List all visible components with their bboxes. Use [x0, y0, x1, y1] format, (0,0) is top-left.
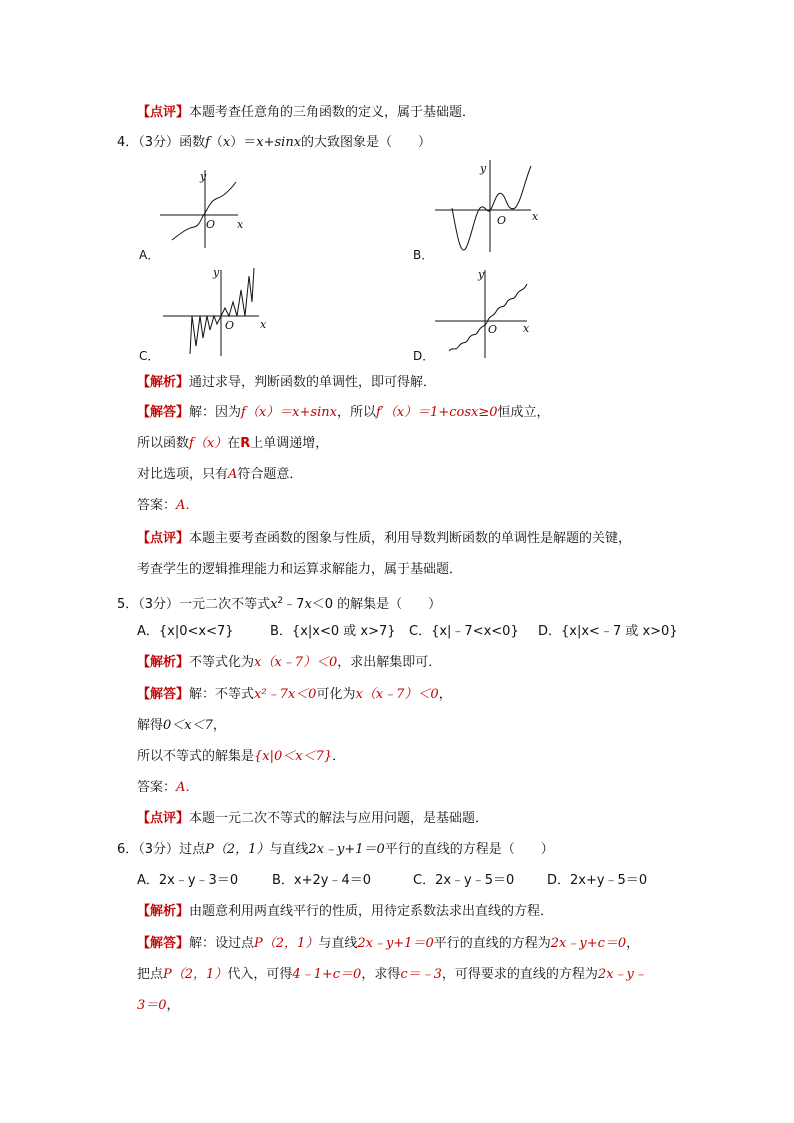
graph-a — [160, 170, 250, 250]
option-d-label: D． — [413, 349, 435, 363]
graph-a-x-label: x — [237, 218, 244, 231]
q6-analysis: 【解析】由题意利用两直线平行的性质，用待定系数法求出直线的方程． — [137, 904, 554, 919]
q5-review: 【点评】本题一元二次不等式的解法与应用问题，是基础题． — [137, 811, 489, 826]
q5-answer: 答案：A． — [137, 780, 199, 795]
q6-option-d: D．2x+y﹣5＝0 — [547, 873, 648, 888]
graph-b-x-label: x — [532, 210, 539, 223]
graph-c — [163, 264, 273, 359]
graph-b-y-label: y — [480, 162, 487, 175]
q4-answer: 答案：A． — [137, 498, 199, 513]
q5-analysis: 【解析】不等式化为x（x﹣7）＜0，求出解集即可． — [137, 655, 442, 670]
graph-a-y-label: y — [200, 170, 207, 183]
graph-d-origin-label: O — [488, 323, 498, 336]
graph-c-origin-label: O — [225, 319, 235, 332]
option-a-label: A． — [139, 248, 160, 262]
q5-option-c: C．{x|﹣7<x<0} — [409, 624, 519, 639]
q4-review-line1: 【点评】本题主要考查函数的图象与性质，利用导数判断函数的单调性是解题的关键， — [137, 531, 632, 546]
q4-review-line2: 考查学生的逻辑推理能力和运算求解能力，属于基础题． — [137, 562, 463, 577]
q6-solution-line2: 把点P（2，1）代入，可得4﹣1+c＝0，求得c＝﹣3，可得要求的直线的方程为2x﹣y﹣ — [137, 967, 647, 982]
q5-option-b: B．{x|x<0 或 x>7} — [270, 624, 396, 639]
q5-option-a: A．{x|0<x<7} — [137, 624, 234, 639]
q6-option-a: A．2x﹣y﹣3＝0 — [137, 873, 239, 888]
q5-option-d: D．{x|x<﹣7 或 x>0} — [538, 624, 678, 639]
question-4-stem: 4．（3分）函数f（x）＝x+sinx的大致图象是（ ） — [117, 135, 432, 150]
option-c-label: C． — [139, 349, 160, 363]
graph-a-origin-label: O — [206, 218, 216, 231]
q5-solution-line2: 解得0＜x＜7， — [137, 718, 226, 733]
option-b-label: B． — [413, 248, 434, 262]
question-5-stem: 5．（3分）一元二次不等式$x^2﹣7x<0$ 的解集是（ ） — [117, 596, 442, 612]
graph-d-x-label: x — [523, 322, 530, 335]
q6-option-c: C．2x﹣y﹣5＝0 — [413, 873, 515, 888]
q6-solution-line1: 【解答】解：设过点P（2，1）与直线2x﹣y+1＝0平行的直线的方程为2x﹣y+c＝0， — [137, 936, 640, 951]
question-6-stem: 6．（3分）过点P（2，1）与直线2x﹣y+1＝0平行的直线的方程是（ ） — [117, 842, 554, 857]
graph-a-curve — [172, 182, 236, 240]
q5-solution-line3: 所以不等式的解集是{x|0＜x＜7}． — [137, 749, 346, 764]
review-q3: 【点评】本题考查任意角的三角函数的定义，属于基础题． — [137, 105, 476, 120]
graph-d — [435, 266, 545, 361]
q4-solution-line2: 所以函数f（x）在R上单调递增， — [137, 436, 329, 451]
graph-c-y-label: y — [213, 266, 220, 279]
graph-b-curve — [452, 166, 531, 250]
q6-solution-line3: 3＝0， — [137, 998, 180, 1013]
q4-solution-line3: 对比选项，只有A符合题意． — [137, 467, 303, 482]
q5-solution-line1: 【解答】解：不等式x²﹣7x＜0可化为x（x﹣7）＜0， — [137, 687, 452, 702]
graph-b — [435, 160, 545, 255]
q6-option-b: B．x+2y﹣4＝0 — [272, 873, 372, 888]
graph-b-origin-label: O — [497, 214, 507, 227]
graph-c-x-label: x — [260, 318, 267, 331]
graph-c-curve — [190, 268, 254, 354]
graph-d-y-label: y — [478, 268, 485, 281]
graph-d-curve — [449, 284, 527, 351]
q4-solution-line1: 【解答】解：因为f（x）＝x+sinx，所以f′（x）＝1+cosx≥0恒成立， — [137, 405, 550, 420]
q4-analysis: 【解析】通过求导，判断函数的单调性，即可得解． — [137, 375, 437, 390]
